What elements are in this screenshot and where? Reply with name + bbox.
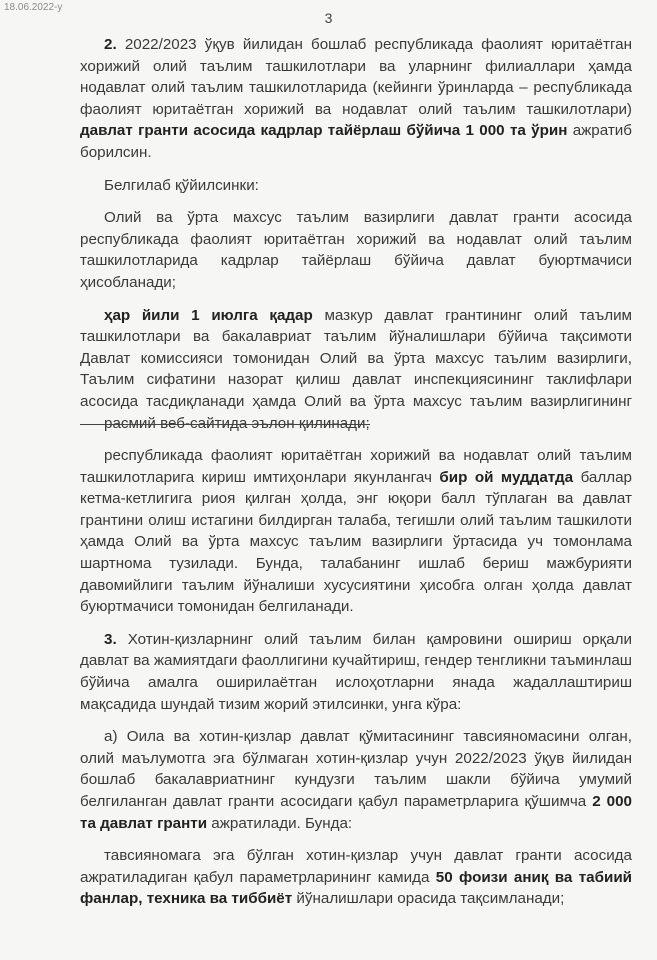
paragraph-text: Хотин-қизларнинг олий таълим билан қамровини ошириш орқали давлат ва жамиятдаги фаоллигини кучайтириш, гендер тенгликни таъминлаш бўйича амалга оширилаётган ислоҳотларни янада жадаллаштириш мақсадида шундай тизим жорий этилсинки, унга кўра:	[80, 630, 632, 713]
paragraph-text: тавсияномага эга бўлган хотин-қизлар учун давлат гранти асосида ажратиладиган қабул параметрларининг камида	[80, 847, 632, 886]
bold-phrase: давлат гранти асосида кадрлар тайёрлаш бўйича 1 000 та ўрин	[80, 122, 568, 140]
paragraph-2	[80, 34, 632, 164]
paragraph-3	[80, 629, 632, 715]
paragraph-text: 2022/2023 ўқув йилидан бошлаб республикада фаолият юритаётган хорижий олий таълим ташкилотлари ва уларнинг филиаллари ҳамда нодавлат олий таълим ташкилотларида (кейинги ўринларда – республикада фаолият юритаётган хорижий ва нодавлат олий таълим ташкилотлари)	[80, 36, 632, 118]
paragraph-text: а) Оила ва хотин-қизлар давлат қўмитасининг тавсияномасини олган, олий маълумотга эга бўлмаган хотин-қизлар учун 2022/2023 ўқув йилидан бошлаб бакалавриатнинг кундузги таълим шакли бўйича умумий белгиланган давлат гранти асосидаги қабул параметрларига қўшимча	[80, 728, 632, 810]
paragraph-number: 2.	[104, 36, 117, 53]
struck-text: расмий веб-сайтида эълон қилинади;	[80, 413, 370, 435]
item-3	[80, 445, 632, 618]
paragraph-3a-1	[80, 845, 632, 910]
bold-phrase: ҳар йили 1 июлга қадар	[104, 306, 313, 324]
page-number: 3	[324, 10, 333, 26]
bold-phrase: 2 000 та давлат гранти	[80, 793, 632, 832]
item-1: Олий ва ўрта махсус таълим вазирлиги давлат гранти асосида республикада фаолият юритаётган хорижий ва нодавлат олий таълим ташкилотларида кадрлар тайёрлаш бўйича давлат буюртмачиси ҳисобланади;	[80, 209, 632, 291]
date-stamp: 18.06.2022-у	[4, 2, 63, 13]
bold-phrase: 50 фоизи аниқ ва табиий фанлар, техника ва тиббиёт	[80, 868, 632, 908]
paragraph-text: республикада фаолият юритаётган хорижий ва нодавлат олий таълим ташкилотларига кириш имтиҳонлари якунлангач	[80, 447, 632, 486]
document-body	[80, 34, 632, 910]
paragraph-text: ажратиб борилсин.	[80, 122, 632, 161]
paragraph-text: баллар кетма-кетлигига риоя қилган ҳолда, энг юқори балл тўплаган ва давлат грантини олиш истагини билдирган талаба, тегишли олий таълим ташкилоти ҳамда Олий ва ўрта махсус таълим вазирлиги ўртасида уч томонлама шартнома тузилади. Бунда, талабанинг ишлаб бериш мажбурияти давомийлиги таълим йўналиши хусусиятини ҳисобга олган ҳолда давлат буюртмачиси томонидан белгиланади.	[80, 468, 632, 616]
item-2	[80, 305, 632, 435]
established-heading: Белгилаб қўйилсинки:	[104, 176, 259, 194]
paragraph-number: 3.	[104, 630, 117, 648]
paragraph-text: йўналишлари орасида тақсимланади;	[292, 890, 565, 908]
paragraph-text: ажратилади. Бунда:	[207, 814, 353, 832]
paragraph-text: мазкур давлат грантининг олий таълим ташкилотлари ва бакалавриат таълим йўналишлари бўйича тақсимоти Давлат комиссияси томонидан Олий ва ўрта махсус таълим вазирлиги, Таълим сифатини назорат қилиш давлат инспекциясининг таклифлари асосида тасдиқланади ҳамда Олий ва ўрта махсус таълим вазирлигининг	[80, 306, 632, 410]
bold-phrase: бир ой муддатда	[439, 468, 574, 486]
paragraph-3a	[80, 726, 632, 834]
